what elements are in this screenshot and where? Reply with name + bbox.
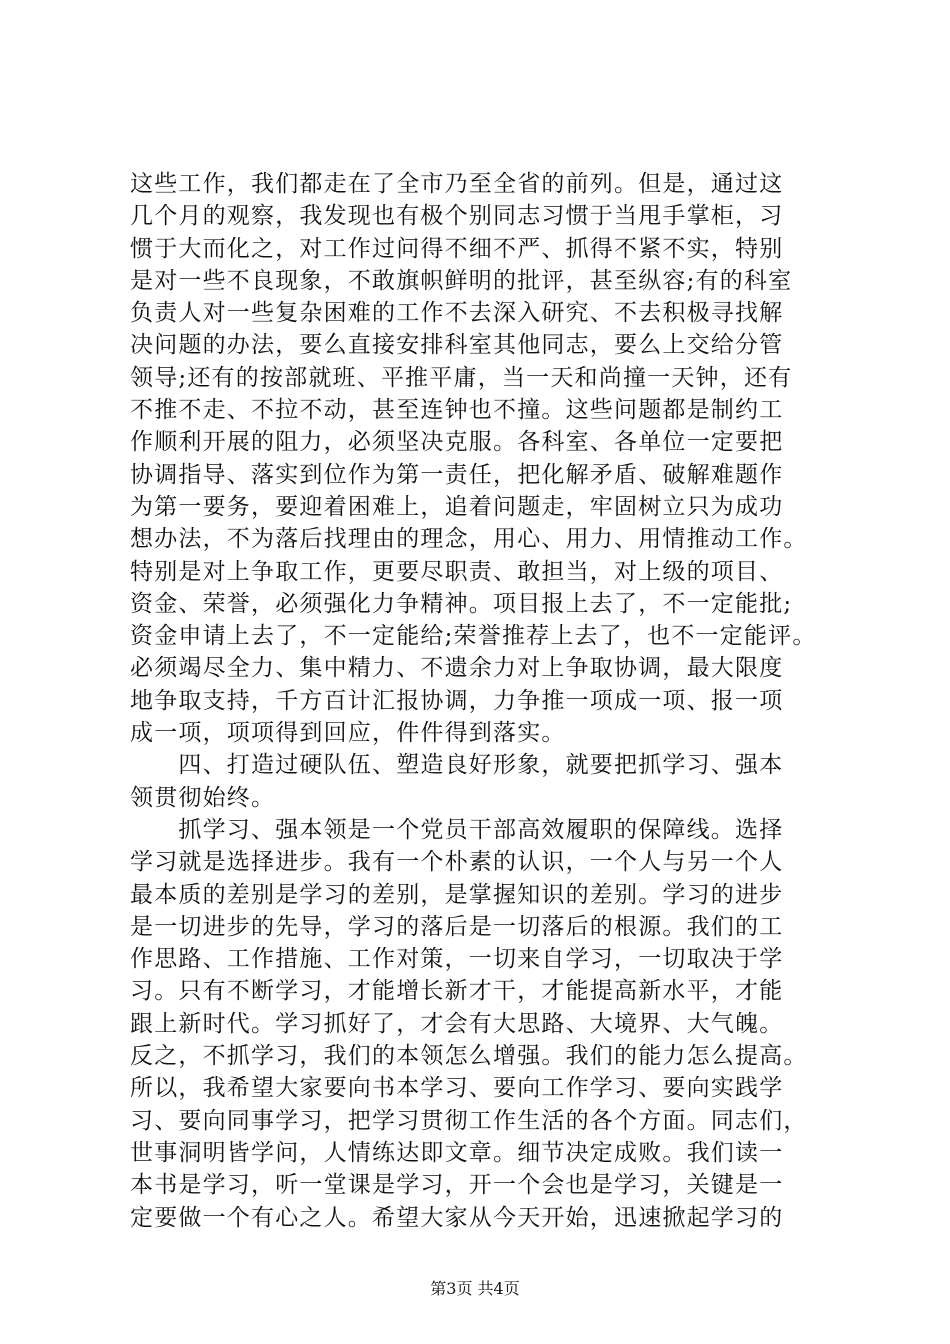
text-line: 不推不走、不拉不动，甚至连钟也不撞。这些问题都是制约工 — [130, 397, 784, 424]
text-line: 决问题的办法，要么直接安排科室其他同志，要么上交给分管 — [130, 332, 784, 359]
text-line: 几个月的观察，我发现也有极个别同志习惯于当甩手掌柜，习 — [130, 203, 784, 230]
text-line: 最本质的差别是学习的差别，是掌握知识的差别。学习的进步 — [130, 881, 784, 908]
text-line: 惯于大而化之，对工作过问得不细不严、抓得不紧不实，特别 — [130, 235, 784, 262]
text-line: 领导;还有的按部就班、平推平庸，当一天和尚撞一天钟，还有 — [130, 364, 793, 391]
text-line: 反之，不抓学习，我们的本领怎么增强。我们的能力怎么提高。 — [130, 1043, 808, 1070]
text-line: 想办法，不为落后找理由的理念，用心、用力、用情推动工作。 — [130, 526, 808, 553]
text-line: 负责人对一些复杂困难的工作不去深入研究、不去积极寻找解 — [130, 300, 784, 327]
text-line: 学习就是选择进步。我有一个朴素的认识，一个人与另一个人 — [130, 849, 784, 876]
text-line: 世事洞明皆学问，人情练达即文章。细节决定成败。我们读一 — [130, 1139, 784, 1166]
text-line: 协调指导、落实到位作为第一责任，把化解矛盾、破解难题作 — [130, 461, 784, 488]
text-line: 定要做一个有心之人。希望大家从今天开始，迅速掀起学习的 — [130, 1204, 784, 1231]
text-line: 习、要向同事学习，把学习贯彻工作生活的各个方面。同志们， — [130, 1107, 808, 1134]
text-line: 资金申请上去了，不一定能给;荣誉推荐上去了，也不一定能评。 — [130, 623, 817, 650]
section-heading-line: 领贯彻始终。 — [130, 784, 276, 811]
text-line: 本书是学习，听一堂课是学习，开一个会也是学习，关键是一 — [130, 1172, 784, 1199]
text-line: 作顺利开展的阻力，必须坚决克服。各科室、各单位一定要把 — [130, 429, 784, 456]
text-line: 是对一些不良现象，不敢旗帜鲜明的批评，甚至纵容;有的科室 — [130, 267, 793, 294]
text-line: 是一切进步的先导，学习的落后是一切落后的根源。我们的工 — [130, 913, 784, 940]
page-number-footer: 第3页 共4页 — [430, 1279, 520, 1298]
text-line: 作思路、工作措施、工作对策，一切来自学习，一切取决于学 — [130, 946, 784, 973]
text-line: 习。只有不断学习，才能增长新才干，才能提高新水平，才能 — [130, 978, 784, 1005]
text-line: 资金、荣誉，必须强化力争精神。项目报上去了，不一定能批; — [130, 590, 793, 617]
text-line: 成一项，项项得到回应，件件得到落实。 — [130, 720, 566, 747]
text-line: 这些工作，我们都走在了全市乃至全省的前列。但是，通过这 — [130, 171, 784, 197]
text-line: 地争取支持，千方百计汇报协调，力争推一项成一项、报一项 — [130, 687, 784, 714]
text-line: 跟上新时代。学习抓好了，才会有大思路、大境界、大气魄。 — [130, 1010, 784, 1037]
document-body — [130, 168, 830, 1234]
text-line: 为第一要务，要迎着困难上，追着问题走，牢固树立只为成功 — [130, 493, 784, 520]
text-line: 必须竭尽全力、集中精力、不遗余力对上争取协调，最大限度 — [130, 655, 784, 682]
text-line: 抓学习、强本领是一个党员干部高效履职的保障线。选择 — [130, 816, 784, 843]
section-heading-line: 四、打造过硬队伍、塑造良好形象，就要把抓学习、强本 — [130, 752, 784, 779]
text-line: 所以，我希望大家要向书本学习、要向工作学习、要向实践学 — [130, 1075, 784, 1102]
text-line: 特别是对上争取工作，更要尽职责、敢担当，对上级的项目、 — [130, 558, 784, 585]
